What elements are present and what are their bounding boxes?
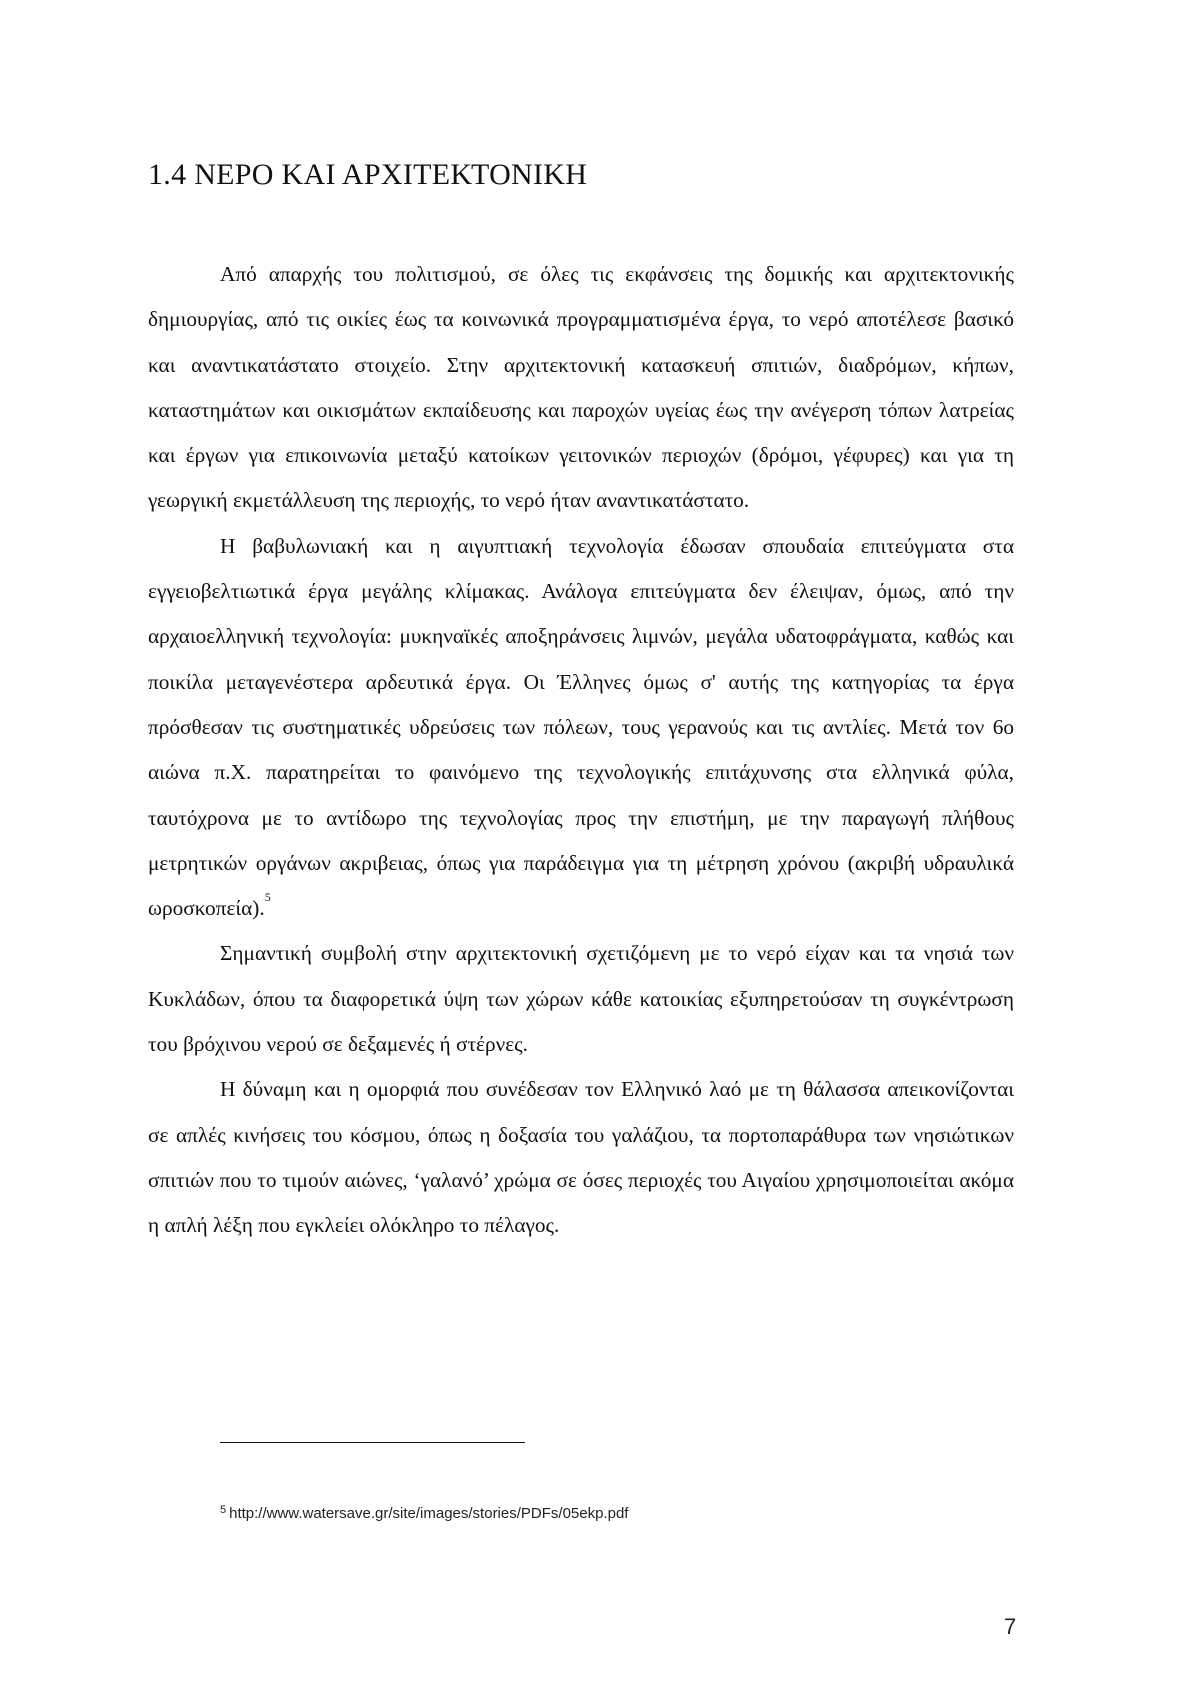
paragraph-2: [148, 524, 1014, 932]
paragraph-1: [148, 252, 1014, 524]
paragraph-4: [148, 1067, 1014, 1248]
page-title: 1.4 ΝΕΡΟ ΚΑΙ ΑΡΧΙΤΕΚΤΟΝΙΚΗ: [148, 158, 588, 191]
footnote-divider: [220, 1442, 525, 1443]
body-text: [148, 252, 1014, 1249]
page-number: 7: [1004, 1614, 1017, 1639]
paragraph-3-text: Σημαντική συμβολή στην αρχιτεκτονική σχετιζόμενη με το νερό είχαν και τα νησιά των Κυκλάδων, όπου τα διαφορετικά ύψη των χώρων κάθε κατοικίας εξυπηρετούσαν τη συγκέντρωση του βρόχινου νερού σε δεξαμενές ή στέρνες.: [148, 941, 1014, 1057]
footnote-link[interactable]: http://www.watersave.gr/site/images/stories/PDFs/05ekp.pdf: [229, 1505, 629, 1522]
footnote: [220, 1504, 628, 1522]
paragraph-2-text: Η βαβυλωνιακή και η αιγυπτιακή τεχνολογία έδωσαν σπουδαία επιτεύγματα στα εγγειοβελτιωτικά έργα μεγάλης κλίμακας. Ανάλογα επιτεύγματα δεν έλειψαν, όμως, από την αρχαιοελληνική τεχνολογία: μυκηναϊκές αποξηράνσεις λιμνών, μεγάλα υδατοφράγματα, καθώς και ποικίλα μεταγενέστερα αρδευτικά έργα. Οι Έλληνες όμως σ' αυτής της κατηγορίας τα έργα πρόσθεσαν τις συστηματικές υδρεύσεις των πόλεων, τους γερανούς και τις αντλίες. Μετά τον 6ο αιώνα π.Χ. παρατηρείται το φαινόμενο της τεχνολογικής επιτάχυνσης στα ελληνικά φύλα, ταυτόχρονα με το αντίδωρο της τεχνολογίας προς την επιστήμη, με την παραγωγή πλήθους μετρητικών οργάνων ακριβειας, όπως για παράδειγμα για τη μέτρηση χρόνου (ακριβή υδραυλικά ωροσκοπεία).: [148, 533, 1014, 921]
paragraph-3: [148, 931, 1014, 1067]
paragraph-4-text: Η δύναμη και η ομορφιά που συνέδεσαν τον Ελληνικό λαό με τη θάλασσα απεικονίζονται σε απλές κινήσεις του κόσμου, όπως η δοξασία του γαλάζιου, τα πορτοπαράθυρα των νησιώτικων σπιτιών που το τιμούν αιώνες, ‘γαλανό’ χρώμα σε όσες περιοχές του Αιγαίου χρησιμοποιείται ακόμα η απλή λέξη που εγκλείει ολόκληρο το πέλαγος.: [148, 1077, 1014, 1238]
footnote-reference[interactable]: 5: [264, 890, 271, 905]
footnote-number: 5: [220, 1504, 227, 1516]
paragraph-1-text: Από απαρχής του πολιτισμού, σε όλες τις εκφάνσεις της δομικής και αρχιτεκτονικής δημιουργίας, από τις οικίες έως τα κοινωνικά προγραμματισμένα έργα, το νερό αποτέλεσε βασικό και αναντικατάστατο στοιχείο. Στην αρχιτεκτονική κατασκευή σπιτιών, διαδρόμων, κήπων, καταστημάτων και οικισμάτων εκπαίδευσης και παροχών υγείας έως την ανέγερση τόπων λατρείας και έργων για επικοινωνία μεταξύ κατοίκων γειτονικών περιοχών (δρόμοι, γέφυρες) και για τη γεωργική εκμετάλλευση της περιοχής, το νερό ήταν αναντικατάστατο.: [148, 262, 1014, 513]
